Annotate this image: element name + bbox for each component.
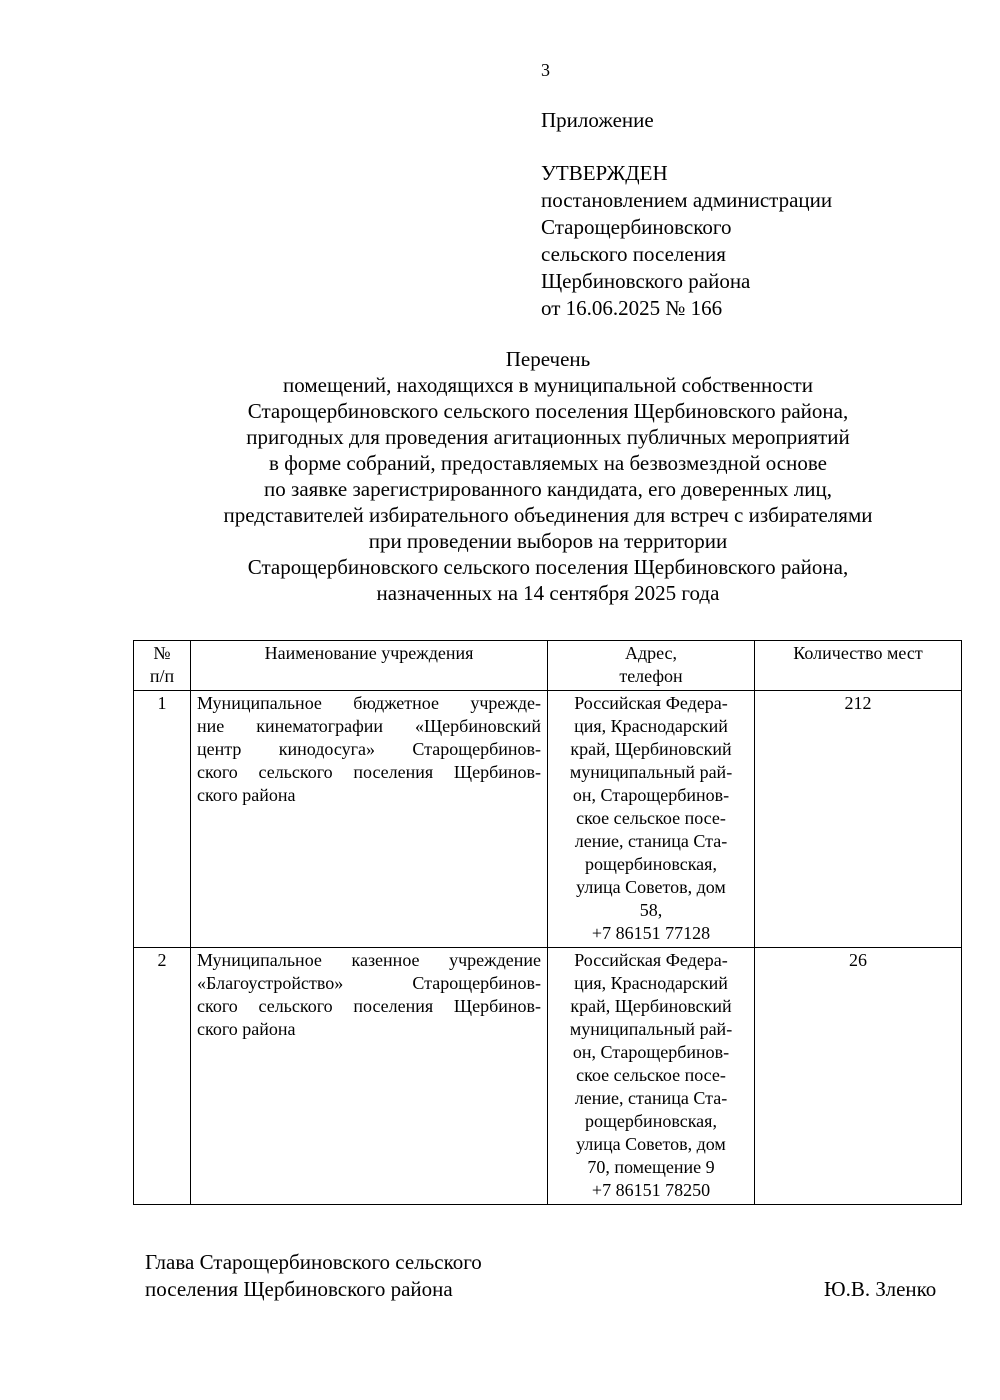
header-address-line: телефон — [619, 666, 683, 686]
appendix-label: Приложение — [541, 108, 654, 132]
header-number-line: № — [153, 643, 171, 663]
address-line: он, Старощербинов- — [572, 1042, 730, 1062]
approval-line: сельского поселения — [541, 242, 726, 266]
address-line: край, Щербиновский — [570, 739, 732, 759]
row-seats: 212 — [755, 691, 962, 948]
title-line: по заявке зарегистрированного кандидата, его доверенных лиц, — [264, 477, 832, 501]
address-line: муниципальный рай- — [569, 762, 733, 782]
name-line: «Благоустройство» Старощербинов- — [197, 973, 541, 993]
title-line: Старощербиновского сельского поселения Щербиновского района, — [247, 555, 849, 579]
title-line: в форме собраний, предоставляемых на безвозмездной основе — [269, 451, 827, 475]
address-line: 70, помещение 9 — [587, 1157, 715, 1177]
header-number — [134, 641, 191, 691]
document-title — [100, 346, 996, 606]
header-address-line: Адрес, — [624, 643, 678, 663]
address-line: ское сельское посе- — [576, 808, 726, 828]
approval-block — [541, 160, 832, 322]
address-line: он, Старощербинов- — [572, 785, 730, 805]
row-number: 2 — [134, 948, 191, 1205]
name-line: центр кинодосуга» Старощербинов- — [197, 739, 541, 759]
title-line: представителей избирательного объединения для встреч с избирателями — [223, 503, 873, 527]
page-number: 3 — [541, 60, 550, 80]
title-line: назначенных на 14 сентября 2025 года — [376, 581, 720, 605]
name-line: ского сельского поселения Щербинов- — [197, 762, 541, 782]
table-header-row — [134, 641, 962, 691]
approval-line: постановлением администрации — [541, 188, 833, 212]
address-line: 58, — [639, 900, 663, 920]
name-line: Муниципальное казенное учреждение — [197, 950, 541, 970]
address-line: край, Щербиновский — [570, 996, 732, 1016]
title-line: помещений, находящихся в муниципальной собственности — [283, 373, 813, 397]
approval-line: от 16.06.2025 № 166 — [541, 296, 723, 320]
signature-position — [145, 1249, 482, 1303]
name-line: ние кинематографии «Щербиновский — [197, 716, 541, 736]
row-address — [548, 691, 755, 948]
approval-line: Щербиновского района — [541, 269, 751, 293]
title-line: Старощербиновского сельского поселения Щербиновского района, — [247, 399, 849, 423]
address-line: Российская Федера- — [574, 950, 728, 970]
address-line: ция, Краснодарский — [574, 973, 728, 993]
address-line: рощербиновская, — [585, 854, 717, 874]
address-line: ское сельское посе- — [576, 1065, 726, 1085]
header-number-line: п/п — [149, 666, 175, 686]
address-line: муниципальный рай- — [569, 1019, 733, 1039]
header-seats: Количество мест — [755, 641, 962, 691]
address-line: ция, Краснодарский — [574, 716, 728, 736]
title-line: при проведении выборов на территории — [368, 529, 728, 553]
premises-table — [133, 640, 962, 1205]
name-line: ского района — [197, 785, 296, 805]
row-address — [548, 948, 755, 1205]
row-seats: 26 — [755, 948, 962, 1205]
address-line: улица Советов, дом — [576, 1134, 726, 1154]
row-name — [191, 691, 548, 948]
table-row — [134, 948, 962, 1205]
row-number: 1 — [134, 691, 191, 948]
address-line: ление, станица Ста- — [574, 1088, 728, 1108]
row-name — [191, 948, 548, 1205]
address-line: Российская Федера- — [574, 693, 728, 713]
header-name: Наименование учреждения — [191, 641, 548, 691]
address-line: рощербиновская, — [585, 1111, 717, 1131]
phone-line: +7 86151 78250 — [591, 1180, 711, 1200]
address-line: ление, станица Ста- — [574, 831, 728, 851]
address-line: улица Советов, дом — [576, 877, 726, 897]
table-row — [134, 691, 962, 948]
approval-line: Старощербиновского — [541, 215, 732, 239]
name-line: ского сельского поселения Щербинов- — [197, 996, 541, 1016]
title-heading: Перечень — [505, 347, 591, 371]
title-line: пригодных для проведения агитационных публичных мероприятий — [246, 425, 850, 449]
signature-position-line: Глава Старощербиновского сельского — [145, 1250, 482, 1274]
approval-line: УТВЕРЖДЕН — [541, 161, 668, 185]
name-line: Муниципальное бюджетное учрежде- — [197, 693, 541, 713]
signature-name: Ю.В. Зленко — [824, 1277, 937, 1301]
phone-line: +7 86151 77128 — [591, 923, 711, 943]
name-line: ского района — [197, 1019, 296, 1039]
header-address — [548, 641, 755, 691]
signature-position-line: поселения Щербиновского района — [145, 1277, 453, 1301]
